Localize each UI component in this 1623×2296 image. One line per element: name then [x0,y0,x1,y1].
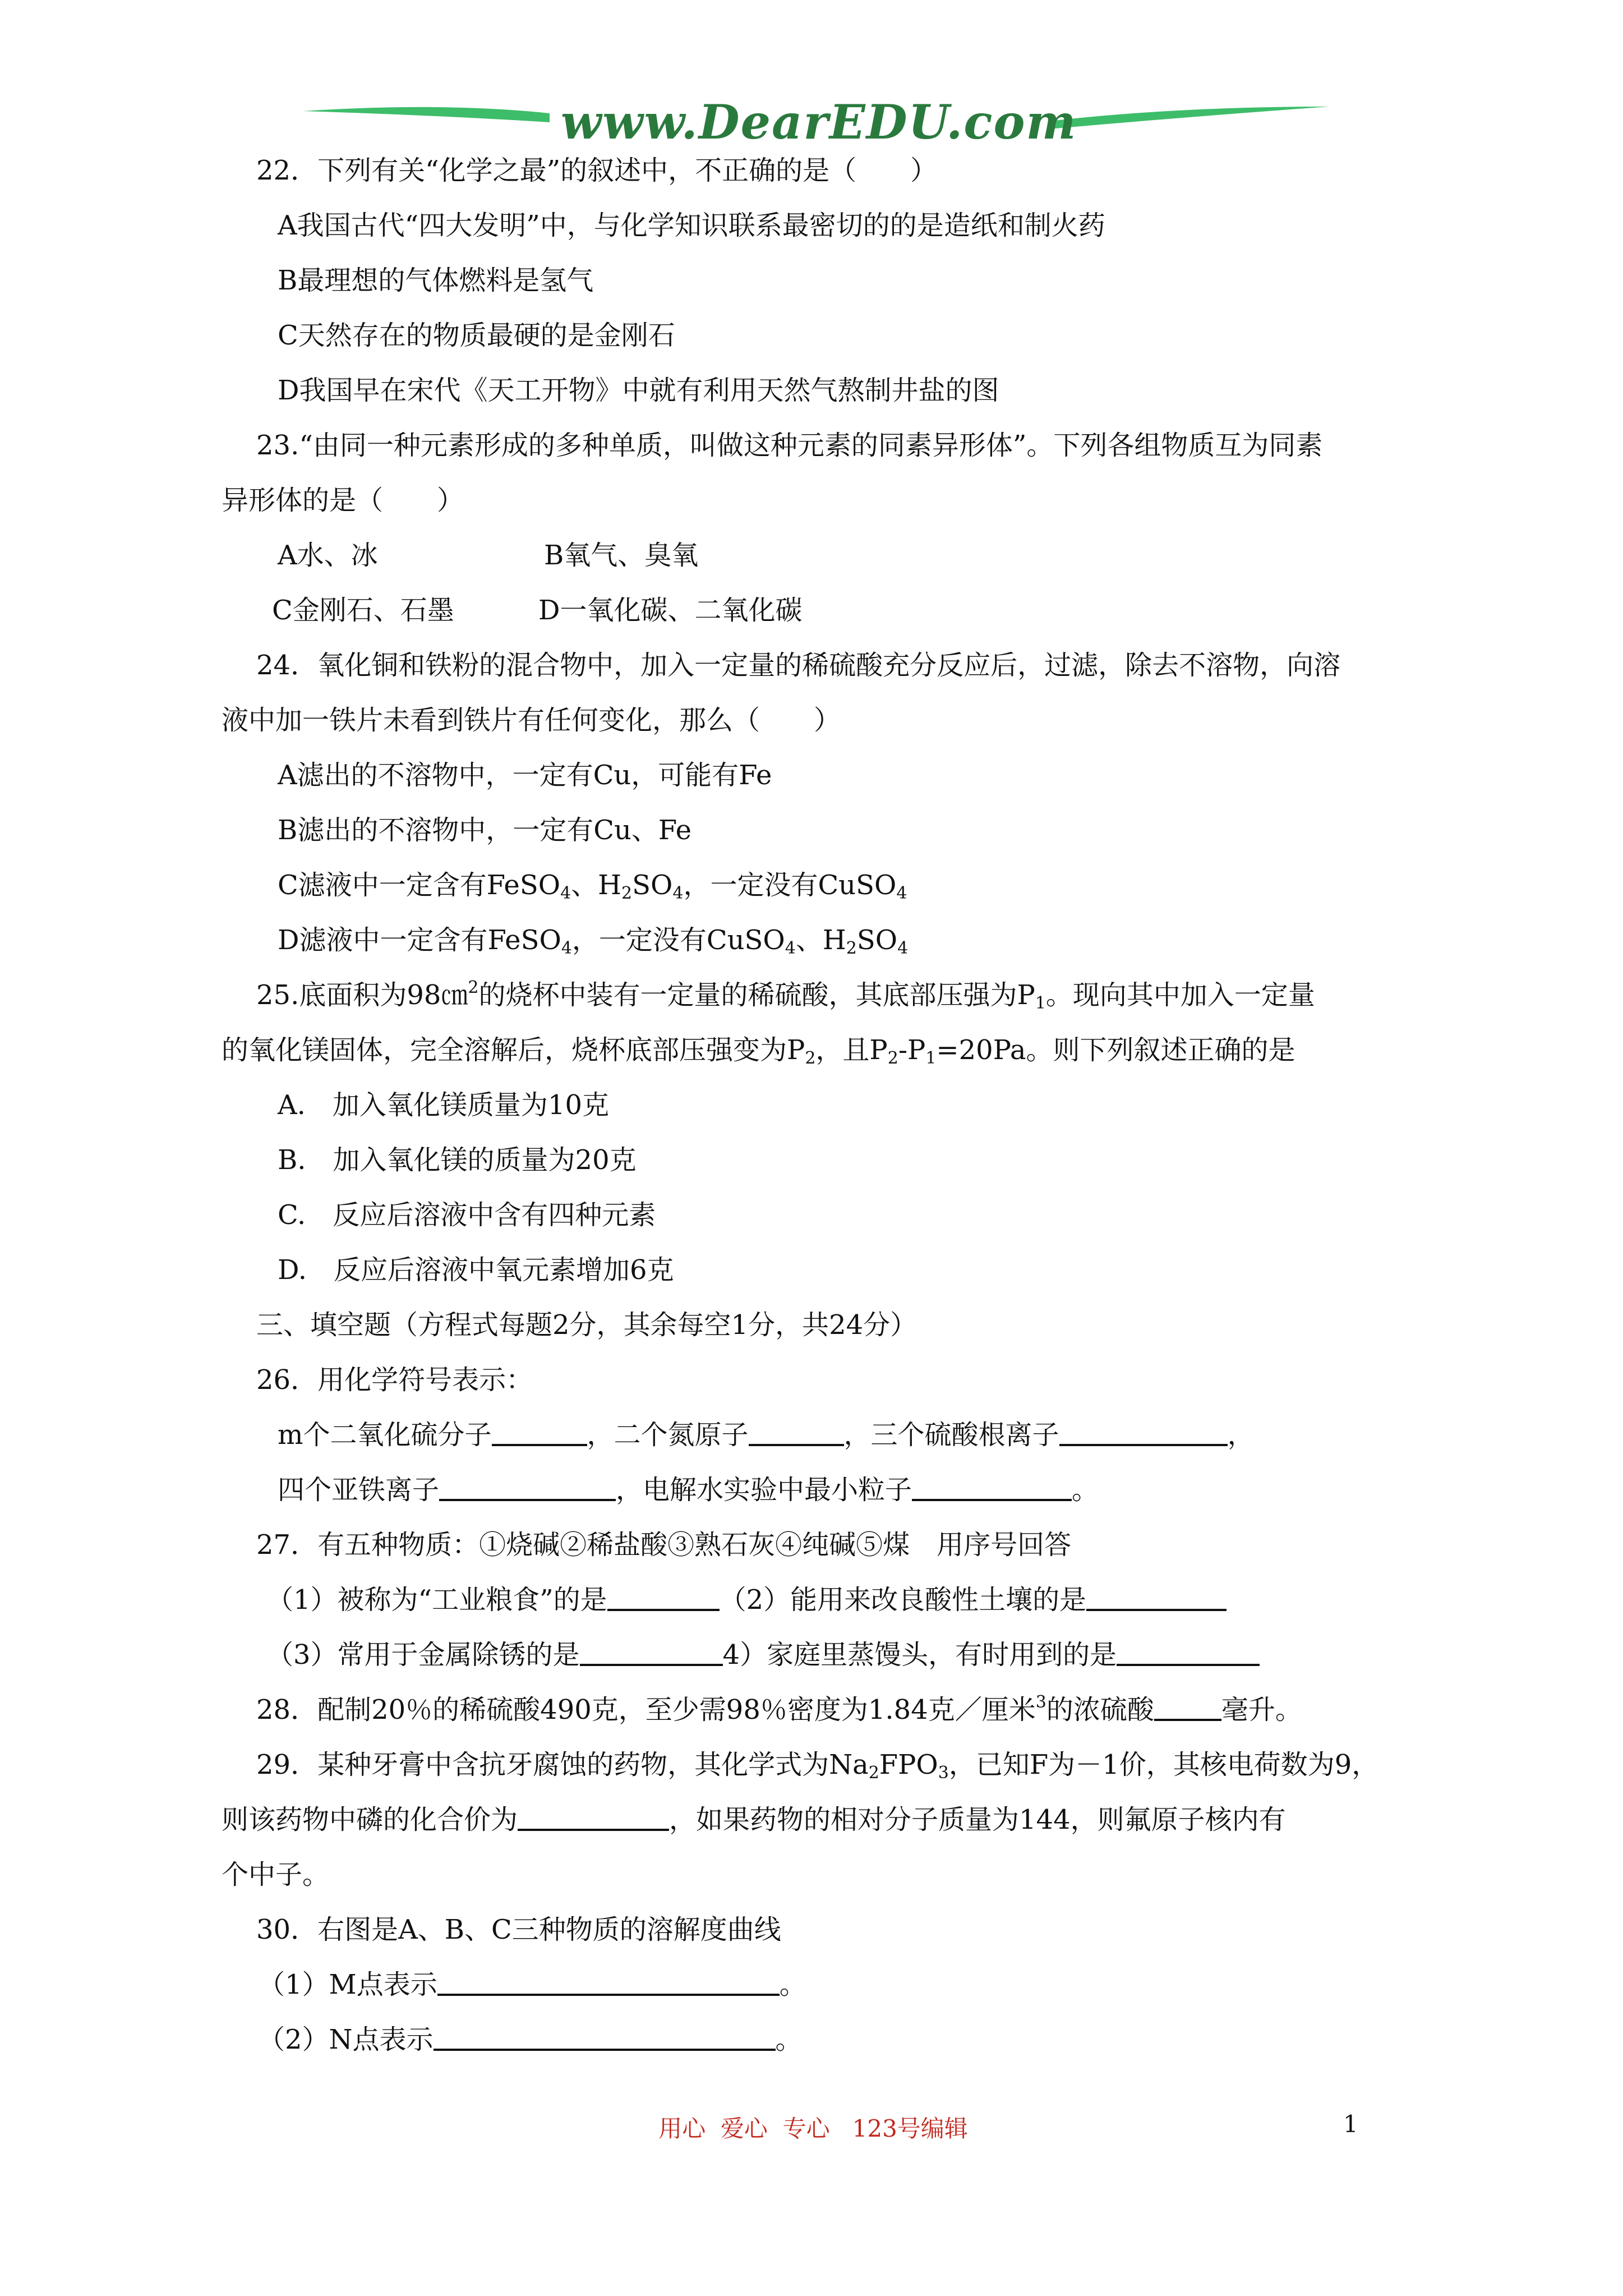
q24-option-a: A滤出的不溶物中，一定有Cu，可能有Fe [278,760,772,791]
q24-stem-line2: 液中加一铁片未看到铁片有任何变化，那么（ ） [222,705,841,736]
exam-content [222,143,1416,2067]
subscript: 4 [896,884,907,903]
q26-text: ，二个氮原子 [587,1419,749,1451]
q26-text: 。 [1072,1474,1099,1506]
subscript: 4 [897,938,909,958]
subscript: 2 [887,1048,898,1068]
superscript: 3 [1035,1692,1046,1712]
q24-c-text: ，一定没有CuSO [683,869,897,901]
q27-text: （3）常用于金属除锈的是 [266,1639,580,1671]
q23-options-ab [222,528,1416,583]
answer-blank[interactable] [492,1416,587,1446]
q29-text: 则该药物中磷的化合价为 [222,1804,518,1835]
q30-stem: 30．右图是A、B、C三种物质的溶解度曲线 [256,1914,781,1945]
footer-editor-note: 用心 爱心 专心 123号编辑 [658,2115,968,2142]
q24-c-text: 、H [571,869,622,901]
q24-option-b: B滤出的不溶物中，一定有Cu、Fe [278,815,692,846]
site-url-logo: www.DearEDU.com [561,94,1077,150]
q29-stem-line3: 个中子。 [222,1859,330,1890]
q25-option-a: A. 加入氧化镁质量为10克 [278,1089,610,1121]
q29-text: ，如果药物的相对分子质量为144，则氟原子核内有 [669,1804,1286,1835]
subscript: 4 [672,884,684,903]
answer-blank[interactable] [1154,1691,1221,1721]
q24-c-text: SO [632,869,673,901]
subscript: 2 [846,938,857,958]
q24-d-text: 、H [795,924,846,956]
subscript: 1 [1035,993,1046,1013]
q28-text: 28．配制20％的稀硫酸490克，至少需98％密度为1.84克／厘米 [256,1694,1036,1726]
q26-stem: 26．用化学符号表示： [256,1364,533,1396]
q28-text: 毫升。 [1221,1694,1302,1726]
q24-c-text: C滤液中一定含有FeSO [278,869,561,901]
q29-text: FPO [879,1749,938,1780]
q27-stem: 27．有五种物质：①烧碱②稀盐酸③熟石灰④纯碱⑤煤 用序号回答 [256,1529,1072,1561]
q22-option-b: B最理想的气体燃料是氢气 [278,265,594,296]
q30-m-point [222,1957,1416,2012]
q25-text: ，且P [815,1034,888,1066]
q29-text: ，已知F为－1价，其核电荷数为9， [948,1749,1379,1780]
q24-d-text: SO [856,924,898,956]
q26-text: 四个亚铁离子 [278,1474,440,1506]
answer-blank[interactable] [607,1581,720,1611]
q27-text: （1）被称为“工业粮食”的是 [266,1584,607,1616]
q25-stem-line2 [222,1023,1416,1078]
q27-line2 [222,1627,1416,1682]
q30-text: （1）M点表示 [258,1969,437,2000]
q22-option-c: C天然存在的物质最硬的是金刚石 [278,320,675,351]
subscript: 2 [805,1048,816,1068]
q26-text: ，电解水实验中最小粒子 [616,1474,912,1506]
q26-text: ， [1227,1419,1255,1451]
superscript: 2 [468,978,479,997]
answer-blank[interactable] [1059,1416,1228,1446]
page-number: 1 [1343,2110,1358,2138]
q30-text: （2）N点表示 [258,2024,434,2055]
q27-text: 4）家庭里蒸馒头，有时用到的是 [722,1639,1117,1671]
q26-line1 [222,1407,1416,1462]
q24-d-text: D滤液中一定含有FeSO [278,924,561,956]
q25-text: -P [898,1034,926,1066]
section-3-heading: 三、填空题（方程式每题2分，其余每空1分，共24分） [256,1309,917,1341]
answer-blank[interactable] [437,1966,780,1996]
q30-text: 。 [779,1969,806,2000]
answer-blank[interactable] [749,1416,844,1446]
q22-option-d: D我国早在宋代《天工开物》中就有利用天然气熬制井盐的图 [278,375,999,406]
q25-text: 。现向其中加入一定量 [1045,979,1315,1011]
subscript: 2 [868,1763,879,1783]
q25-option-c: C. 反应后溶液中含有四种元素 [278,1199,656,1231]
q23-option-d: D一氧化碳、二氧化碳 [538,595,803,626]
q29-text: 29．某种牙膏中含抗牙腐蚀的药物，其化学式为Na [256,1749,869,1780]
answer-blank[interactable] [912,1471,1072,1501]
q27-text: （2）能用来改良酸性土壤的是 [719,1584,1087,1616]
answer-blank[interactable] [439,1471,616,1501]
subscript: 4 [561,938,572,958]
q28-text: 的浓硫酸 [1046,1694,1154,1726]
q24-stem-line1: 24．氧化铜和铁粉的混合物中，加入一定量的稀硫酸充分反应后，过滤，除去不溶物，向溶 [256,650,1341,681]
q28-stem [222,1682,1416,1737]
answer-blank[interactable] [518,1801,669,1831]
subscript: 4 [560,884,571,903]
q27-line1 [222,1572,1416,1627]
q25-text: 25.底面积为98㎝ [256,979,468,1011]
q22-option-a: A我国古代“四大发明”中，与化学知识联系最密切的的是造纸和制火药 [278,210,1105,241]
q26-text: m个二氧化硫分子 [278,1419,492,1451]
q23-stem-line2: 异形体的是（ ） [222,485,464,516]
subscript: 1 [925,1048,937,1068]
q24-d-text: ，一定没有CuSO [571,924,785,956]
q25-option-b: B. 加入氧化镁的质量为20克 [278,1144,637,1176]
q29-stem-line2 [222,1792,1416,1847]
q22-stem: 22．下列有关“化学之最”的叙述中，不正确的是（ ） [256,155,938,186]
q26-text: ，三个硫酸根离子 [843,1419,1059,1451]
q25-text: 的烧杯中装有一定量的稀硫酸，其底部压强为P [478,979,1035,1011]
answer-blank[interactable] [434,2021,776,2051]
q23-options-cd [222,583,1416,638]
subscript: 4 [785,938,796,958]
subscript: 3 [938,1763,949,1783]
q25-text: =20Pa。则下列叙述正确的是 [936,1034,1295,1066]
q25-option-d: D. 反应后溶液中氧元素增加6克 [278,1254,674,1286]
q23-stem-line1: 23.“由同一种元素形成的多种单质，叫做这种元素的同素异形体”。下列各组物质互为同素 [256,430,1323,461]
q24-option-d [222,913,1416,968]
q23-option-c: C金刚石、石墨 [272,595,454,626]
answer-blank[interactable] [1086,1581,1227,1611]
q29-stem-line1 [222,1737,1416,1792]
q26-line2 [222,1462,1416,1517]
q25-text: 的氧化镁固体，完全溶解后，烧杯底部压强变为P [222,1034,805,1066]
answer-blank[interactable] [1117,1636,1260,1666]
q23-option-b: B氧气、臭氧 [544,540,699,571]
subscript: 2 [621,884,633,903]
q24-option-c [222,858,1416,913]
q30-text: 。 [775,2024,803,2055]
answer-blank[interactable] [580,1636,723,1666]
q25-stem-line1 [222,968,1416,1023]
q23-option-a: A水、冰 [278,540,378,571]
q30-n-point [222,2012,1416,2067]
